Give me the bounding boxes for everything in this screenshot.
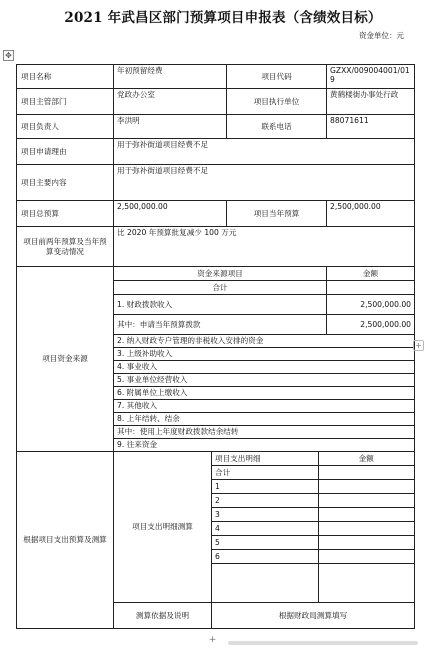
dept-value[interactable]: 党政办公室 xyxy=(114,89,227,115)
expense-detail-cell xyxy=(212,452,415,603)
row-owner xyxy=(17,115,415,139)
basis-label: 测算依据及说明 xyxy=(114,603,212,629)
dept-label: 项目主管部门 xyxy=(17,89,114,115)
funding-row-label: 2. 纳入财政专户管理的非税收入安排的资金 xyxy=(114,335,415,348)
expense-col-detail: 项目支出明细 xyxy=(212,452,318,466)
currency-unit: 资金单位：元 xyxy=(359,31,404,40)
funding-row-label: 7. 其他收入 xyxy=(114,400,415,413)
row-content xyxy=(17,165,415,201)
funding-row-amount[interactable] xyxy=(327,281,415,295)
code-label: 项目代码 xyxy=(227,65,327,89)
expense-row-amount[interactable] xyxy=(318,494,414,508)
funding-row-label: 合计 xyxy=(114,281,327,295)
expense-section-label: 根据项目支出预算及测算 xyxy=(17,452,114,629)
owner-value[interactable]: 李洪明 xyxy=(114,115,227,139)
expense-detail-row xyxy=(17,452,415,603)
expense-row-amount[interactable] xyxy=(318,522,414,536)
name-label: 项目名称 xyxy=(17,65,114,89)
expense-row xyxy=(212,522,414,536)
expense-row xyxy=(212,536,414,550)
expense-row-label: 4 xyxy=(212,522,318,536)
total-value[interactable]: 2,500,000.00 xyxy=(114,201,227,227)
total-label: 项目总预算 xyxy=(17,201,114,227)
funding-row-label: 3. 上级补助收入 xyxy=(114,348,415,361)
funding-row-label: 其中：使用上年度财政拨款结余结转 xyxy=(114,426,415,439)
expense-detail-label: 项目支出明细测算 xyxy=(114,452,212,603)
expense-row-amount[interactable] xyxy=(318,466,414,480)
content-label: 项目主要内容 xyxy=(17,165,114,201)
name-value[interactable]: 年初预留经费 xyxy=(114,65,227,89)
row-dept xyxy=(17,89,415,115)
code-value[interactable]: GZXX/009004001/019 xyxy=(327,65,415,89)
expense-row-amount[interactable] xyxy=(318,564,414,603)
change-label: 项目前两年预算及当年预算变动情况 xyxy=(17,227,114,267)
exec-label: 项目执行单位 xyxy=(227,89,327,115)
funding-header-row xyxy=(17,267,415,281)
horizontal-scrollbar[interactable] xyxy=(228,641,418,645)
funding-col-amount: 金额 xyxy=(327,267,415,281)
row-project-name xyxy=(17,65,415,89)
expense-row xyxy=(212,550,414,564)
expense-row-label: 1 xyxy=(212,480,318,494)
funding-row-label: 其中：申请当年预算拨款 xyxy=(114,315,327,335)
basis-value[interactable]: 根据财政局测算填写 xyxy=(212,603,415,629)
funding-row-label: 6. 附属单位上缴收入 xyxy=(114,387,415,400)
year-value[interactable]: 2,500,000.00 xyxy=(327,201,415,227)
expense-col-amount: 金额 xyxy=(318,452,414,466)
expense-row xyxy=(212,466,414,480)
add-row-icon[interactable]: + xyxy=(208,635,217,645)
exec-value[interactable]: 黄鹤楼街办事处行政 xyxy=(327,89,415,115)
expense-row xyxy=(212,564,414,603)
expense-row xyxy=(212,508,414,522)
budget-form-table xyxy=(16,64,415,629)
phone-label: 联系电话 xyxy=(227,115,327,139)
expense-row-amount[interactable] xyxy=(318,536,414,550)
expense-header-row xyxy=(212,452,414,466)
funding-row-label: 8. 上年结转、结余 xyxy=(114,413,415,426)
row-total xyxy=(17,201,415,227)
funding-col-source: 资金来源项目 xyxy=(114,267,327,281)
row-change xyxy=(17,227,415,267)
reason-value[interactable]: 用于弥补街道项目经费不足 xyxy=(114,139,415,165)
expense-row xyxy=(212,494,414,508)
funding-row-amount[interactable]: 2,500,000.00 xyxy=(327,315,415,335)
funding-row-label: 9. 往来资金 xyxy=(114,439,415,452)
owner-label: 项目负责人 xyxy=(17,115,114,139)
expense-row xyxy=(212,480,414,494)
row-reason xyxy=(17,139,415,165)
funding-section-label: 项目资金来源 xyxy=(17,267,114,452)
funding-row-label: 1. 财政拨款收入 xyxy=(114,295,327,315)
move-handle-icon[interactable]: ✥ xyxy=(3,50,14,61)
expense-row-label xyxy=(212,564,318,603)
funding-row-label: 4. 事业收入 xyxy=(114,361,415,374)
page-title: 2021 年武昌区部门预算项目申报表（含绩效目标） xyxy=(64,10,382,26)
add-column-icon[interactable]: + xyxy=(413,340,424,351)
phone-value[interactable]: 88071611 xyxy=(327,115,415,139)
expense-row-label: 合计 xyxy=(212,466,318,480)
expense-row-amount[interactable] xyxy=(318,508,414,522)
expense-row-label: 2 xyxy=(212,494,318,508)
year-label: 项目当年预算 xyxy=(227,201,327,227)
expense-row-amount[interactable] xyxy=(318,550,414,564)
expense-detail-table xyxy=(212,452,414,602)
expense-row-label: 3 xyxy=(212,508,318,522)
expense-row-label: 6 xyxy=(212,550,318,564)
expense-row-amount[interactable] xyxy=(318,480,414,494)
funding-row-label: 5. 事业单位经营收入 xyxy=(114,374,415,387)
content-value[interactable]: 用于弥补街道项目经费不足 xyxy=(114,165,415,201)
change-value[interactable]: 比 2020 年预算批复减少 100 万元 xyxy=(114,227,415,267)
expense-row-label: 5 xyxy=(212,536,318,550)
reason-label: 项目申请理由 xyxy=(17,139,114,165)
funding-row-amount[interactable]: 2,500,000.00 xyxy=(327,295,415,315)
